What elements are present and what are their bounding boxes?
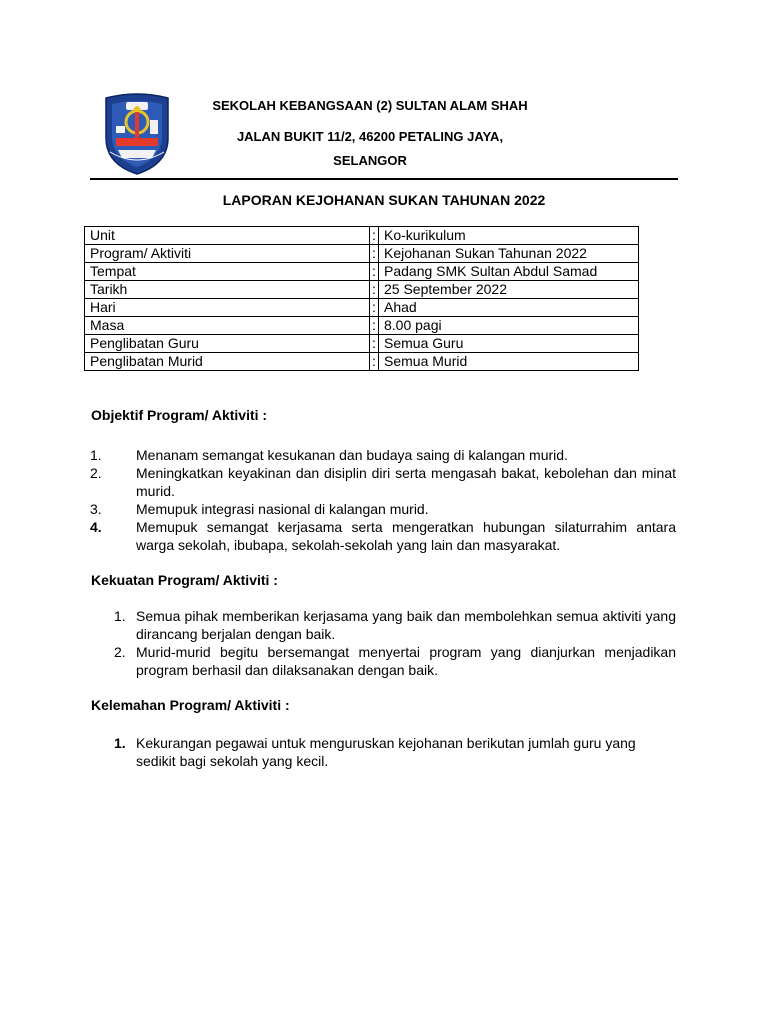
row-value: Semua Murid bbox=[379, 353, 639, 371]
school-address-line2: SELANGOR bbox=[333, 153, 407, 168]
row-separator: : bbox=[370, 227, 379, 245]
table-row bbox=[85, 227, 639, 245]
row-label: Masa bbox=[85, 317, 370, 335]
weakness-number: 1. bbox=[114, 735, 126, 751]
objective-number: 2. bbox=[90, 465, 102, 481]
row-value: 25 September 2022 bbox=[379, 281, 639, 299]
objective-text: Memupuk semangat kerjasama serta mengeratkan hubungan silaturrahim antara warga sekolah, ibubapa, sekolah-sekolah yang lain dan masyarakat. bbox=[136, 519, 676, 553]
table-row bbox=[85, 353, 639, 371]
row-separator: : bbox=[370, 335, 379, 353]
row-value: Ahad bbox=[379, 299, 639, 317]
objective-text: Memupuk integrasi nasional di kalangan murid. bbox=[136, 501, 429, 517]
table-row bbox=[85, 245, 639, 263]
row-value: Kejohanan Sukan Tahunan 2022 bbox=[379, 245, 639, 263]
row-label: Tarikh bbox=[85, 281, 370, 299]
weaknesses-heading: Kelemahan Program/ Aktiviti : bbox=[91, 697, 290, 713]
table-row bbox=[85, 299, 639, 317]
info-table bbox=[84, 226, 639, 371]
strength-text: Murid-murid begitu bersemangat menyertai program yang dianjurkan menjadikan program berhasil dan dilaksanakan dengan baik. bbox=[136, 644, 676, 678]
row-separator: : bbox=[370, 317, 379, 335]
row-value: Ko-kurikulum bbox=[379, 227, 639, 245]
row-label: Hari bbox=[85, 299, 370, 317]
school-address-line1: JALAN BUKIT 11/2, 46200 PETALING JAYA, bbox=[236, 129, 504, 144]
table-row bbox=[85, 281, 639, 299]
row-value: Padang SMK Sultan Abdul Samad bbox=[379, 263, 639, 281]
strengths-heading: Kekuatan Program/ Aktiviti : bbox=[91, 572, 278, 588]
objective-number: 4. bbox=[90, 519, 102, 535]
row-value: 8.00 pagi bbox=[379, 317, 639, 335]
table-row bbox=[85, 335, 639, 353]
row-label: Penglibatan Murid bbox=[85, 353, 370, 371]
row-label: Tempat bbox=[85, 263, 370, 281]
row-separator: : bbox=[370, 299, 379, 317]
row-label: Unit bbox=[85, 227, 370, 245]
strength-number: 1. bbox=[114, 608, 126, 624]
header-divider bbox=[90, 178, 678, 180]
report-title: LAPORAN KEJOHANAN SUKAN TAHUNAN 2022 bbox=[222, 192, 546, 208]
school-name: SEKOLAH KEBANGSAAN (2) SULTAN ALAM SHAH bbox=[212, 98, 528, 113]
objective-number: 1. bbox=[90, 447, 102, 463]
row-label: Penglibatan Guru bbox=[85, 335, 370, 353]
objective-text: Menanam semangat kesukanan dan budaya saing di kalangan murid. bbox=[136, 447, 568, 463]
table-row bbox=[85, 263, 639, 281]
row-value: Semua Guru bbox=[379, 335, 639, 353]
row-separator: : bbox=[370, 281, 379, 299]
strength-number: 2. bbox=[114, 644, 126, 660]
table-row bbox=[85, 317, 639, 335]
objectives-heading: Objektif Program/ Aktiviti : bbox=[91, 407, 268, 423]
strength-text: Semua pihak memberikan kerjasama yang baik dan membolehkan semua aktiviti yang dirancang berjalan dengan baik. bbox=[136, 608, 676, 642]
row-separator: : bbox=[370, 353, 379, 371]
row-separator: : bbox=[370, 245, 379, 263]
row-separator: : bbox=[370, 263, 379, 281]
school-crest-icon bbox=[102, 92, 172, 176]
weakness-text: Kekurangan pegawai untuk menguruskan kejohanan berikutan jumlah guru yang sedikit bagi sekolah yang kecil. bbox=[136, 735, 636, 769]
row-label: Program/ Aktiviti bbox=[85, 245, 370, 263]
objective-text: Meningkatkan keyakinan dan disiplin diri serta mengasah bakat, kebolehan dan minat murid. bbox=[136, 465, 676, 499]
objective-number: 3. bbox=[90, 501, 102, 517]
